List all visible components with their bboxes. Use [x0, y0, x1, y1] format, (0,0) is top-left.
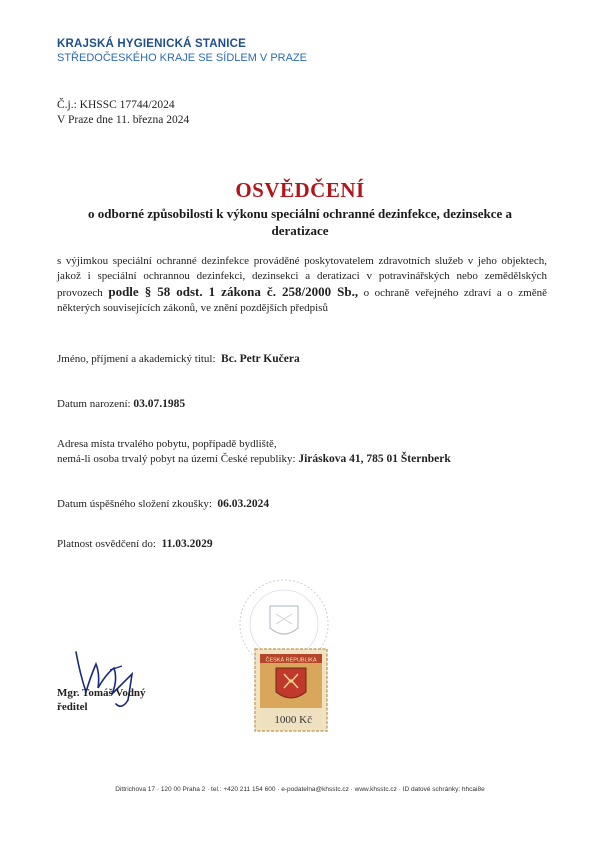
- intro-text-part1: s výjimkou speciální ochranné dezinfekce prováděné poskytovatelem zdravotních služeb v jeho objektech, jakož i speciální ochrannou dezinfekci, dezinsekci a deratizaci v potravinářských nebo zemědělských provozech: [57, 255, 547, 299]
- field-name: [57, 352, 300, 367]
- signatory: [57, 686, 146, 714]
- name-label: Jméno, příjmení a akademický titul:: [57, 353, 216, 365]
- exam-value: 06.03.2024: [217, 498, 270, 510]
- validity-value: 11.03.2029: [161, 538, 213, 550]
- exam-label: Datum úspěšného složení zkoušky:: [57, 498, 212, 510]
- document-subtitle: o odborné způsobilosti k výkonu speciální ochranné dezinfekce, dezinsekce a deratizace: [88, 206, 512, 238]
- place-date: V Praze dne 11. března 2024: [57, 114, 190, 126]
- birth-label: Datum narození:: [57, 398, 131, 410]
- stamp-top-text: ČESKÁ REPUBLIKA: [265, 657, 317, 664]
- signatory-name: Mgr. Tomáš Vodný: [57, 687, 146, 699]
- field-birth: [57, 397, 185, 412]
- footer-contact: Dittrichova 17 · 120 00 Praha 2 · tel.: +420 211 154 600 · e-podatelna@khsstc.cz · www.khsstc.cz · ID datové schránky: hhcai8e: [115, 786, 485, 793]
- signatory-role: ředitel: [57, 701, 88, 713]
- field-exam-date: [57, 497, 269, 512]
- validity-label: Platnost osvědčení do:: [57, 538, 156, 550]
- org-name-line2: STŘEDOČESKÉHO KRAJE SE SÍDLEM V PRAZE: [57, 52, 308, 64]
- intro-law-reference: podle § 58 odst. 1 zákona č. 258/2000 Sb.,: [108, 284, 359, 299]
- address-label-line1: Adresa místa trvalého pobytu, popřípadě bydliště,: [57, 438, 277, 450]
- document-title: OSVĚDČENÍ: [235, 178, 365, 202]
- org-name-line1: KRAJSKÁ HYGIENICKÁ STANICE: [57, 38, 247, 50]
- field-address: [57, 437, 451, 467]
- address-label-line2: nemá-li osoba trvalý pobyt na území České republiky:: [57, 453, 296, 465]
- stamp-value: 1000 Kč: [274, 714, 312, 726]
- reference-number: Č.j.: KHSSC 17744/2024: [57, 99, 175, 111]
- intro-paragraph: [57, 254, 547, 316]
- name-value: Bc. Petr Kučera: [221, 353, 300, 365]
- intro-text-part2: o ochraně veřejného zdraví a o změně některých souvisejících zákonů, ve znění pozdějších předpisů: [57, 287, 547, 314]
- birth-value: 03.07.1985: [133, 398, 186, 410]
- revenue-stamp: [254, 648, 328, 732]
- field-validity: [57, 537, 213, 552]
- address-value: Jiráskova 41, 785 01 Šternberk: [298, 453, 451, 465]
